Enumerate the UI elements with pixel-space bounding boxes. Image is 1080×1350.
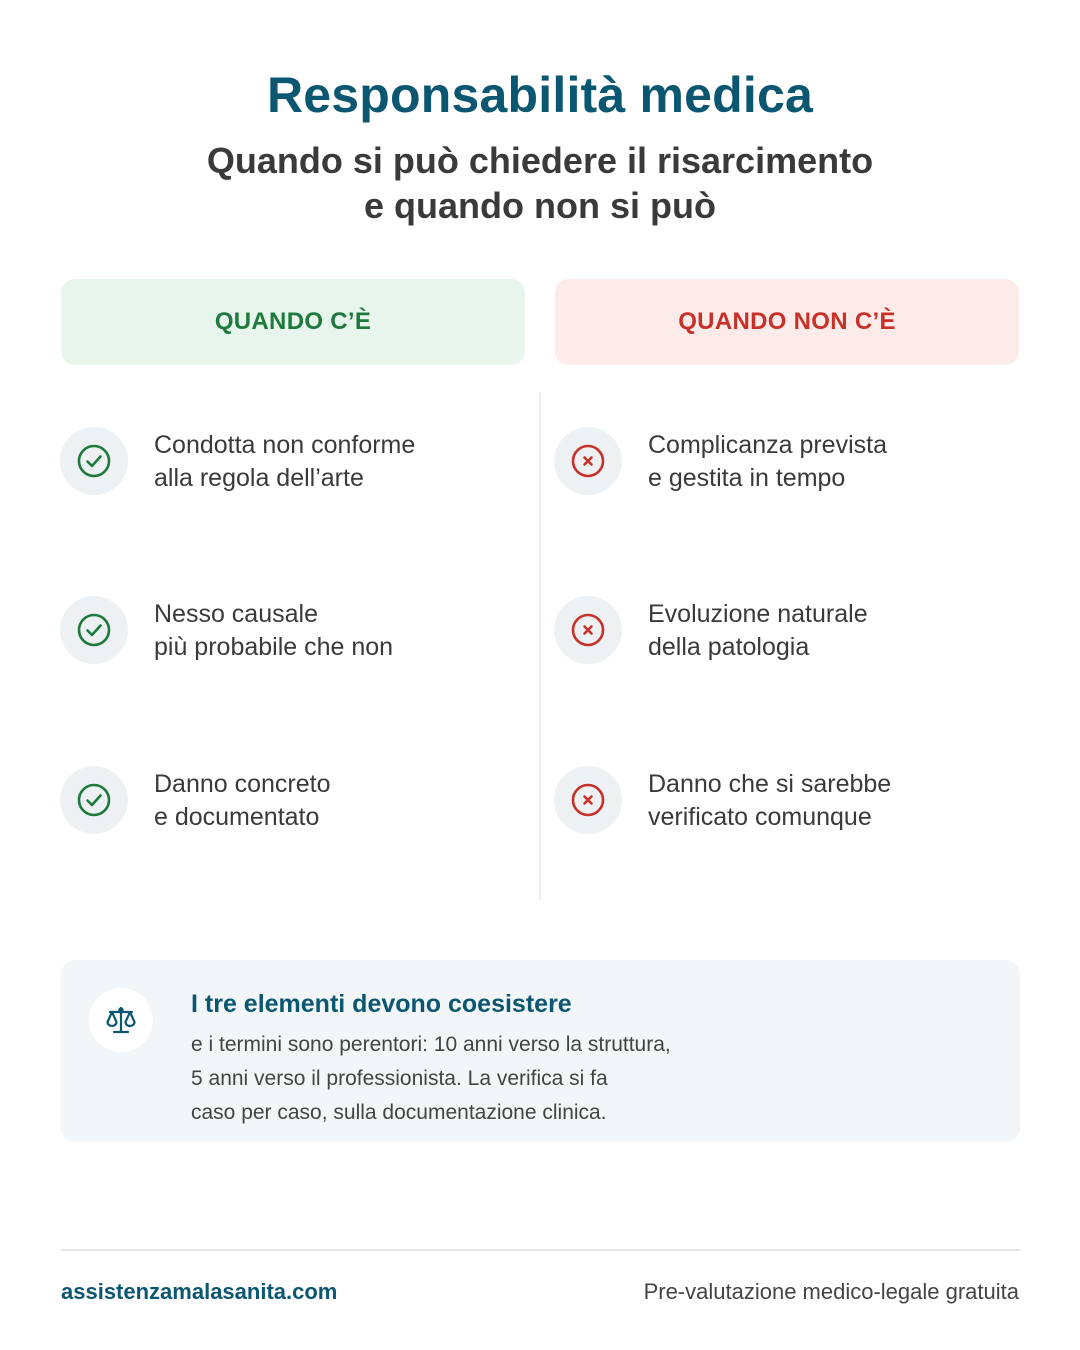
- item-text: Nesso causale: [154, 600, 318, 628]
- item-text: e gestita in tempo: [648, 464, 846, 492]
- footer-tagline: Pre-valutazione medico-legale gratuita: [643, 1279, 1019, 1304]
- list-item-no: [554, 596, 1024, 676]
- x-circle-icon: [554, 766, 622, 834]
- item-text: della patologia: [648, 633, 810, 661]
- list-item-yes: [60, 596, 530, 676]
- item-text: Condotta non conforme: [154, 431, 416, 459]
- item-text: più probabile che non: [154, 633, 394, 661]
- item-text: Danno che si sarebbe: [648, 770, 892, 798]
- item-text: verificato comunque: [648, 803, 872, 831]
- item-text: alla regola dell’arte: [154, 464, 364, 492]
- note-body: [191, 1028, 831, 1130]
- check-circle-icon: [60, 427, 128, 495]
- info-note: [61, 960, 1020, 1142]
- list-item-yes: [60, 427, 530, 507]
- note-line: 5 anni verso il professionista. La verifica si fa: [191, 1067, 608, 1090]
- subtitle-line: e quando non si può: [364, 185, 716, 226]
- footer-site: assistenzamalasanita.com: [61, 1279, 338, 1304]
- item-text: Danno concreto: [154, 770, 331, 798]
- check-circle-icon: [60, 766, 128, 834]
- list-item-no: [554, 427, 1024, 507]
- footer-divider: [61, 1249, 1020, 1251]
- x-circle-icon: [554, 427, 622, 495]
- page-title: Responsabilità medica: [266, 67, 814, 123]
- note-line: caso per caso, sulla documentazione clinica.: [191, 1101, 607, 1124]
- list-item-no: [554, 766, 1024, 846]
- scales-icon: [89, 988, 153, 1052]
- note-heading: I tre elementi devono coesistere: [191, 990, 572, 1018]
- item-text: Complicanza prevista: [648, 431, 887, 459]
- item-text: Evoluzione naturale: [648, 600, 868, 628]
- item-text: e documentato: [154, 803, 320, 831]
- note-line: e i termini sono perentori: 10 anni verso la struttura,: [191, 1033, 671, 1056]
- check-circle-icon: [60, 596, 128, 664]
- list-item-yes: [60, 766, 530, 846]
- subtitle-line: Quando si può chiedere il risarcimento: [206, 140, 874, 181]
- page-subtitle: [0, 138, 1080, 228]
- column-heading-no: QUANDO NON C’È: [555, 279, 1019, 365]
- column-heading-yes: QUANDO C’È: [61, 279, 525, 365]
- column-divider: [539, 392, 541, 900]
- x-circle-icon: [554, 596, 622, 664]
